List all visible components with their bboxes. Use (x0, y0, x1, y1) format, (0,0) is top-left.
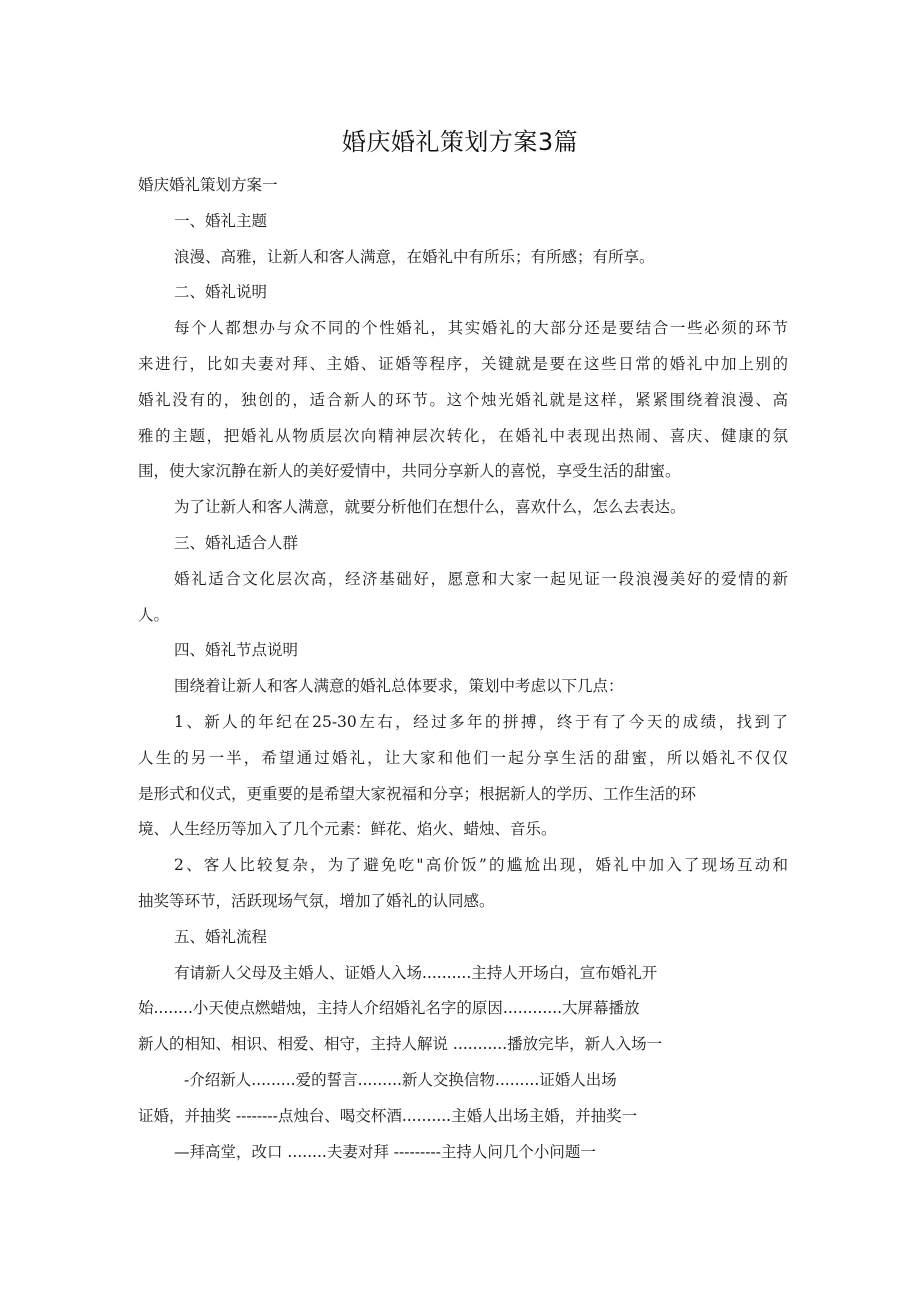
paragraph-line: 围，使大家沉静在新人的美好爱情中，共同分享新人的喜悦，享受生活的甜蜜。 (138, 462, 681, 481)
paragraph-line: 1、新人的年纪在25-30左右，经过多年的拼搏，终于有了今天的成绩，找到了 (174, 712, 788, 731)
paragraph-line: 来进行，比如夫妻对拜、主婚、证婚等程序，关键就是要在这些日常的婚礼中加上别的 (138, 354, 788, 373)
paragraph-line: 抽奖等环节，活跃现场气氛，增加了婚礼的认同感。 (138, 891, 495, 910)
paragraph-line: 四、婚礼节点说明 (174, 641, 299, 660)
paragraph-line: 三、婚礼适合人群 (174, 533, 299, 552)
paragraph-line: 证婚，并抽奖 --------点烛台、喝交杯酒..........主婚人出场主婚，并抽奖一 (138, 1106, 638, 1125)
paragraph-line: 雅的主题，把婚礼从物质层次向精神层次转化，在婚礼中表现出热闹、喜庆、健康的氛 (138, 426, 788, 445)
paragraph-line: 婚庆婚礼策划方案一 (138, 176, 278, 194)
paragraph-line: —拜高堂，改口 ........夫妻对拜 ---------主持人问几个小问题一 (174, 1142, 596, 1161)
document-body (138, 168, 788, 1170)
paragraph-line: 2、客人比较复杂，为了避免吃"高价饭”的尴尬出现，婚礼中加入了现场互动和 (174, 856, 788, 875)
paragraph-line: 人生的另一半，希望通过婚礼，让大家和他们一起分享生活的甜蜜，所以婚礼不仅仅 (138, 748, 788, 767)
paragraph-line: 浪漫、高雅，让新人和客人满意，在婚礼中有所乐；有所感；有所享。 (174, 247, 655, 266)
paragraph-line: 有请新人父母及主婚人、证婚人入场..........主持人开场白，宣布婚礼开 (174, 963, 658, 982)
paragraph-line: 新人的相知、相识、相爱、相守，主持人解说 ...........播放完毕，新人入场一 (138, 1035, 663, 1054)
paragraph-line: 每个人都想办与众不同的个性婚礼，其实婚礼的大部分还是要结合一些必须的环节 (174, 319, 788, 338)
paragraph-line: 婚礼适合文化层次高，经济基础好，愿意和大家一起见证一段浪漫美好的爱情的新 (174, 569, 788, 588)
document-title: 婚庆婚礼策划方案3篇 (341, 128, 579, 156)
paragraph-line: 一、婚礼主题 (174, 211, 268, 230)
paragraph-line: 境、人生经历等加入了几个元素：鲜花、焰火、蜡烛、音乐。 (138, 820, 557, 839)
paragraph-line: -介绍新人.........爱的誓言.........新人交换信物.........证婚人出场 (184, 1070, 617, 1089)
paragraph-line: 围绕着让新人和客人满意的婚礼总体要求，策划中考虑以下几点： (174, 677, 624, 696)
paragraph-line: 人。 (138, 605, 170, 624)
paragraph-line: 二、婚礼说明 (174, 283, 268, 302)
paragraph-line: 是形式和仪式，更重要的是希望大家祝福和分享；根据新人的学历、工作生活的环 (138, 784, 697, 803)
paragraph-line: 五、婚礼流程 (174, 927, 268, 946)
paragraph-line: 为了让新人和客人满意，就要分析他们在想什么，喜欢什么，怎么去表达。 (174, 498, 686, 517)
paragraph-line: 婚礼没有的，独创的，适合新人的环节。这个烛光婚礼就是这样，紧紧围绕着浪漫、高 (138, 390, 788, 409)
paragraph-line: 始........小天使点燃蜡烛，主持人介绍婚礼名字的原因............大屏幕播放 (138, 999, 640, 1018)
